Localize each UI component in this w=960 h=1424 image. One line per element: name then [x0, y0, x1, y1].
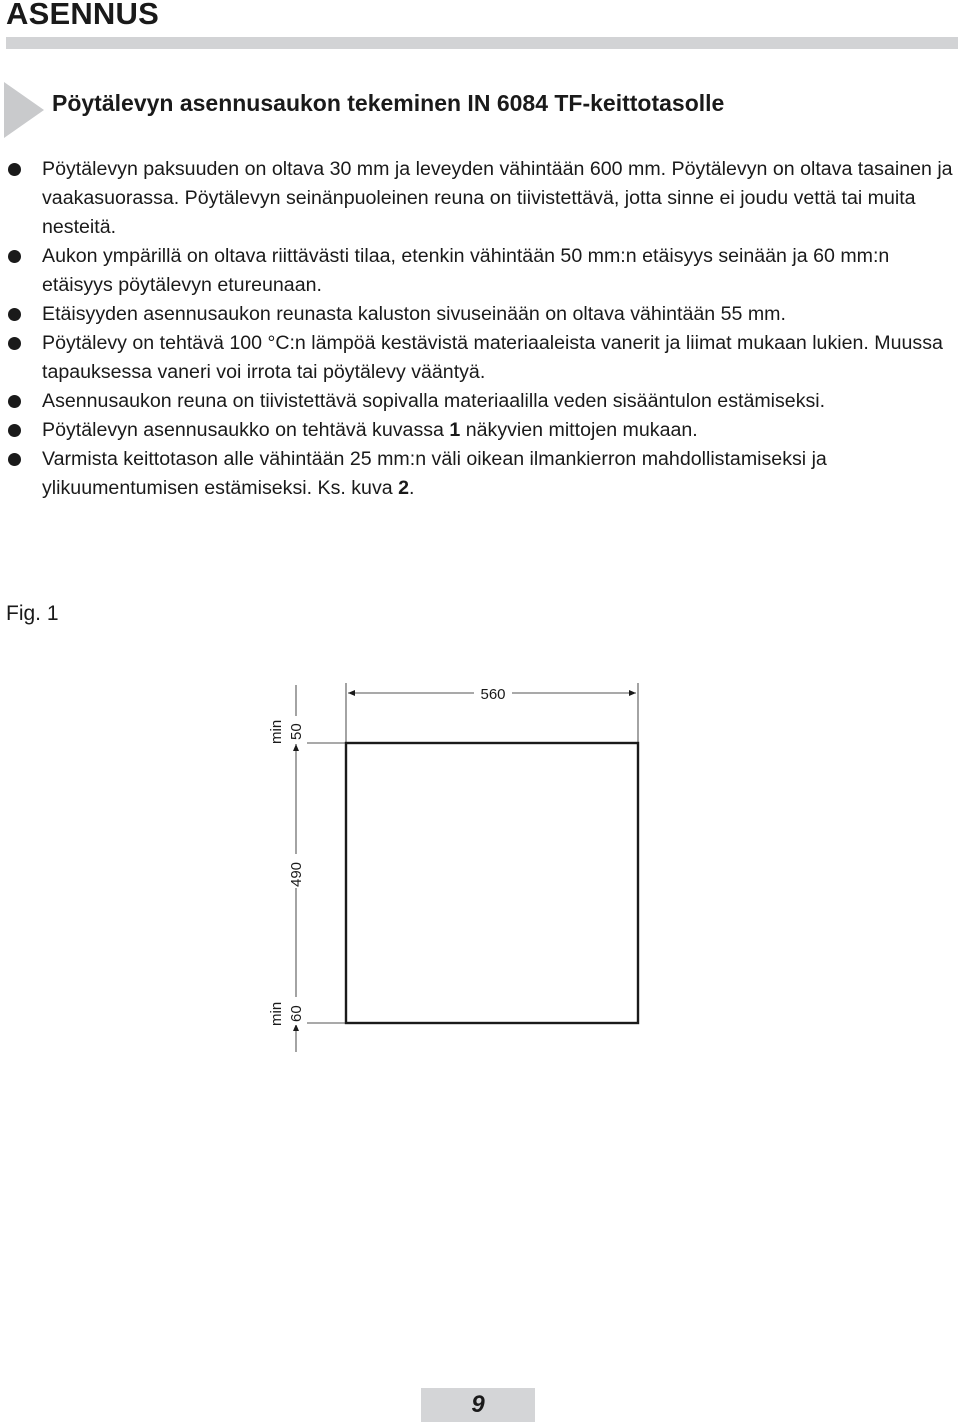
bottom-clearance-min-label: min — [268, 1001, 285, 1026]
bullet-text: Pöytälevyn paksuuden on oltava 30 mm ja leveyden vähintään 600 mm. Pöytälevyn on oltava tasainen ja vaakasuorassa. Pöytälevyn seinänpuoleinen reuna on tiivistettävä, jotta sinne ei joudu vettä tai muita nesteitä. — [42, 158, 953, 238]
height-dimension-value: 490 — [288, 861, 305, 887]
section-title: ASENNUS — [6, 0, 159, 31]
bullet-text: . — [409, 477, 415, 499]
bottom-clearance-value: 60 — [288, 1005, 305, 1022]
width-dimension-value: 560 — [480, 686, 506, 703]
subsection-heading: Pöytälevyn asennusaukon tekeminen IN 6084 TF-keittotasolle — [52, 90, 725, 116]
cutout-outline — [346, 743, 638, 1023]
bullet-text: Pöytälevyn asennusaukko on tehtävä kuvassa — [42, 419, 450, 441]
page-number: 9 — [471, 1391, 485, 1418]
page-number-box — [421, 1388, 535, 1422]
bullet-text: Aukon ympärillä on oltava riittävästi tilaa, etenkin vähintään 50 mm:n etäisyys seinään ja 60 mm:n etäisyys pöytälevyn etureunaan. — [42, 245, 890, 296]
figure-reference: 1 — [449, 419, 461, 441]
bullet-text: Etäisyyden asennusaukon reunasta kaluston sivuseinään on oltava vähintään 55 mm. — [42, 303, 786, 325]
bullet-text: näkyvien mittojen mukaan. — [460, 419, 698, 441]
bullet-text: Asennusaukon reuna on tiivistettävä sopivalla materiaalilla veden sisääntulon estämiseksi. — [42, 390, 826, 412]
top-clearance-value: 50 — [288, 723, 305, 740]
bullet-text: Pöytälevy on tehtävä 100 °C:n lämpöä kestävistä materiaaleista vanerit ja liimat mukaan lukien. Muussa tapauksessa vaneri voi irrota tai pöytälevy vääntyä. — [42, 332, 943, 383]
bullet-text: Varmista keittotason alle vähintään 25 mm:n väli oikean ilmankierron mahdollistamiseksi ja ylikuumentumisen estämiseksi. Ks. kuva — [42, 448, 827, 499]
figure-label: Fig. 1 — [6, 602, 59, 625]
top-clearance-min-label: min — [268, 719, 285, 744]
figure-reference: 2 — [398, 477, 409, 499]
